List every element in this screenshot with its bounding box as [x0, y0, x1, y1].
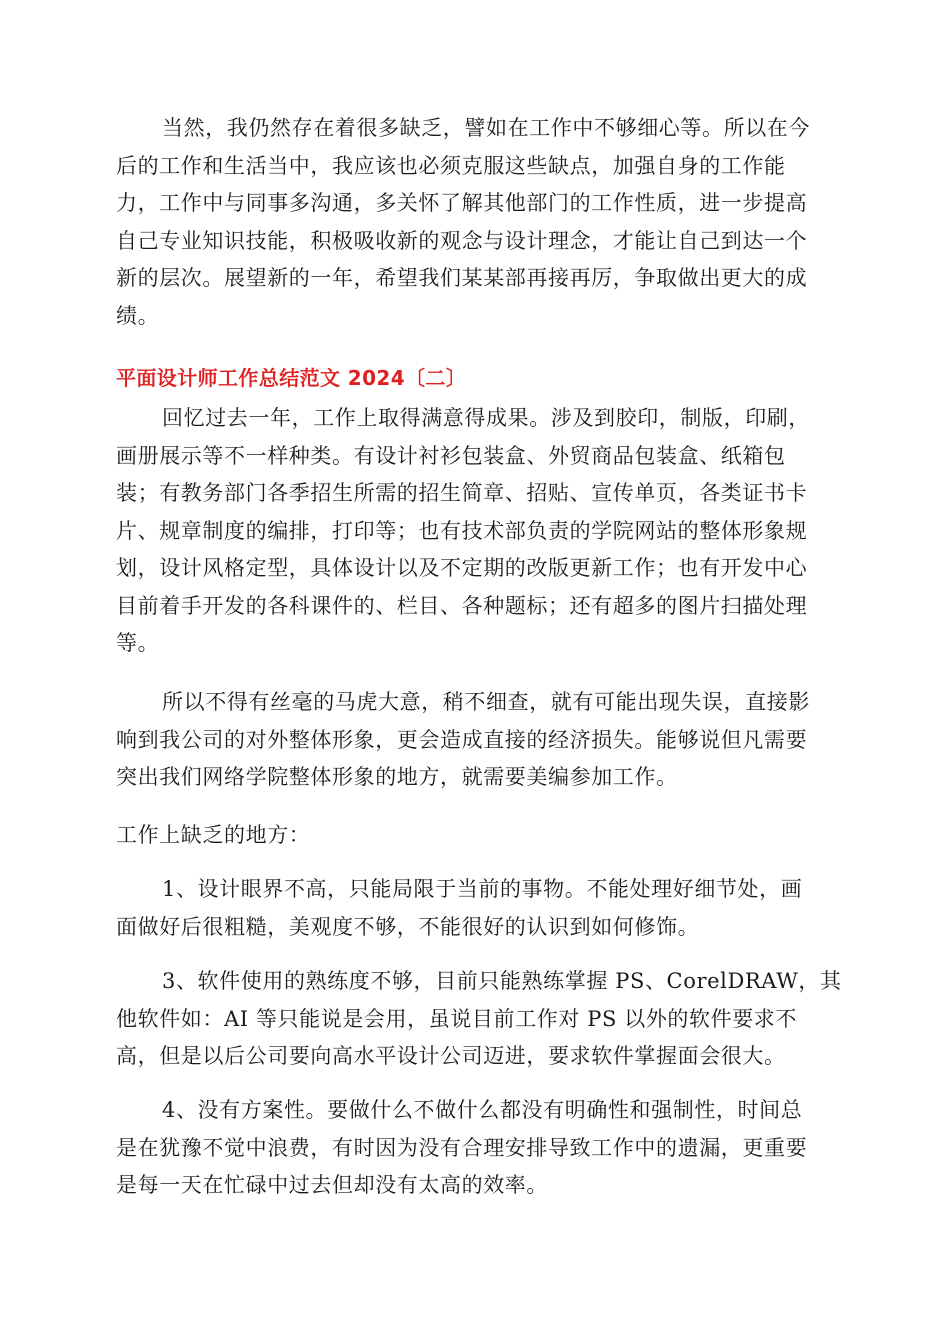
- paragraph-review: [116, 400, 810, 663]
- text-line: 画册展示等不一样种类。有设计衬衫包装盒、外贸商品包装盒、纸箱包: [116, 443, 786, 468]
- text-line: 4、没有方案性。要做什么不做什么都没有明确性和强制性，时间总: [162, 1098, 803, 1122]
- paragraph-shortcomings-intro: [116, 817, 310, 855]
- text-line: 装；有教务部门各季招生所需的招生简章、招贴、宣传单页，各类证书卡: [116, 481, 808, 505]
- text-line: 1、设计眼界不高，只能局限于当前的事物。不能处理好细节处，画: [162, 877, 803, 901]
- text-line: 目前着手开发的各科课件的、栏目、各种题标；还有超多的图片扫描处理: [116, 593, 808, 618]
- text-line: 后的工作和生活当中，我应该也必须克服这些缺点，加强自身的工作能: [116, 153, 786, 178]
- text-line: 绩。: [116, 303, 160, 328]
- text-line: 工作上缺乏的地方：: [116, 823, 311, 847]
- text-line: 新的层次。展望新的一年，希望我们某某部再接再厉，争取做出更大的成: [116, 266, 808, 290]
- text-line: 当然，我仍然存在着很多缺乏，譬如在工作中不够细心等。所以在今: [162, 116, 810, 140]
- paragraph-item-1: [116, 871, 802, 946]
- paragraph-caution: [116, 684, 810, 797]
- section-heading: 平面设计师工作总结范文 2024〔二〕: [116, 366, 467, 390]
- text-line: 他软件如：AI 等只能说是会用，虽说目前工作对 PS 以外的软件要求不: [116, 1006, 798, 1031]
- text-line: 自己专业知识技能，积极吸收新的观念与设计理念，才能让自己到达一个: [116, 228, 808, 253]
- text-line: 响到我公司的对外整体形象，更会造成直接的经济损失。能够说但凡需要: [116, 727, 808, 752]
- text-line: 力，工作中与同事多沟通，多关怀了解其他部门的工作性质，进一步提高: [116, 191, 808, 215]
- text-line: 是每一天在忙碌中过去但却没有太高的效率。: [116, 1173, 548, 1197]
- text-line: 面做好后很粗糙，美观度不够，不能很好的认识到如何修饰。: [116, 914, 700, 939]
- text-line: 所以不得有丝毫的马虎大意，稍不细查，就有可能出现失误，直接影: [162, 690, 810, 714]
- text-line: 高，但是以后公司要向高水平设计公司迈进，要求软件掌握面会很大。: [116, 1044, 786, 1068]
- paragraph-conclusion: [116, 110, 810, 335]
- text-line: 3、软件使用的熟练度不够，目前只能熟练掌握 PS、CorelDRAW，其: [162, 969, 842, 993]
- text-line: 划，设计风格定型，具体设计以及不定期的改版更新工作；也有开发中心: [116, 556, 808, 580]
- text-line: 等。: [116, 631, 160, 655]
- text-line: 是在犹豫不觉中浪费，有时因为没有合理安排导致工作中的遗漏，更重要: [116, 1135, 808, 1160]
- text-line: 片、规章制度的编排，打印等；也有技术部负责的学院网站的整体形象规: [116, 518, 808, 543]
- paragraph-item-3: [116, 963, 842, 1076]
- text-line: 突出我们网络学院整体形象的地方，就需要美编参加工作。: [116, 765, 678, 789]
- paragraph-item-4: [116, 1092, 807, 1205]
- text-line: 回忆过去一年，工作上取得满意得成果。涉及到胶印，制版，印刷，: [162, 406, 810, 430]
